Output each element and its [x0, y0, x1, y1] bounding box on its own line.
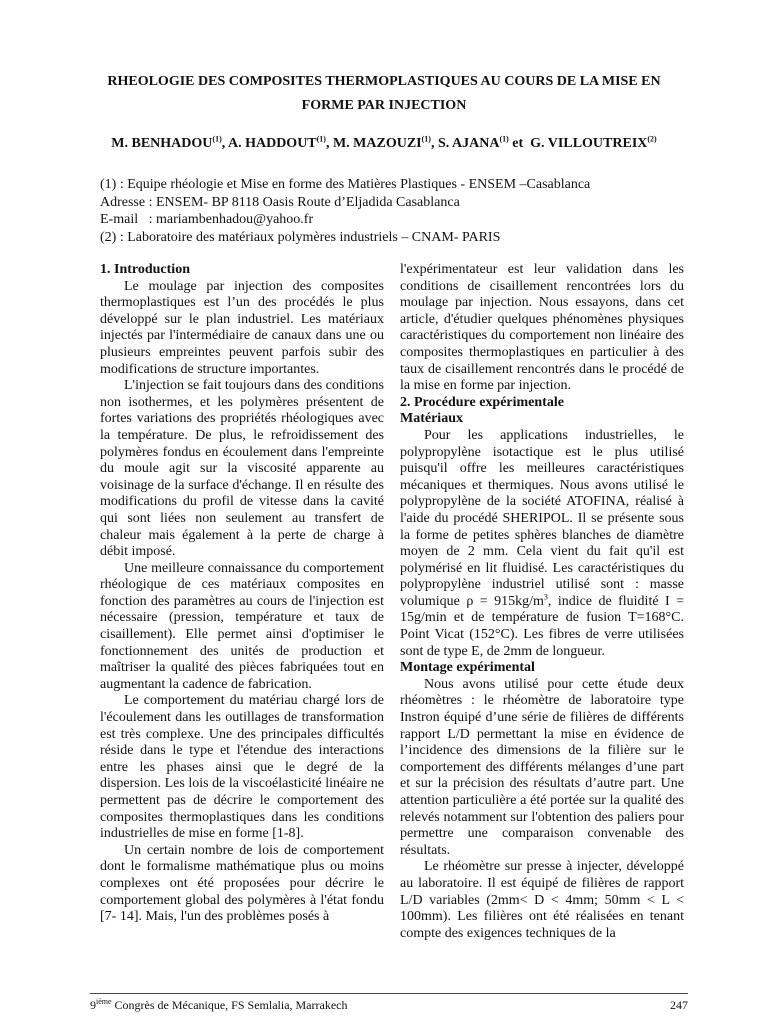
subheading-materiaux: Matériaux	[400, 411, 463, 427]
author-list	[60, 134, 708, 154]
affiliation-line: Adresse : ENSEM- BP 8118 Oasis Route d’Eljadida Casablanca	[100, 194, 460, 210]
paragraph: Une meilleure connaissance du comportement rhéologique de ces matériaux composites en fonction des paramètres au cours de l'injection est nécessaire (pression, température et taux de cisaillement). Elle permet ainsi d'optimiser le fonctionnement des unités de production et maîtriser la qualité des pièces fabriquées tout en augmentant la cadence de fabrication.	[100, 560, 384, 692]
paragraph-materiaux: Pour les applications industrielles, le polypropylène isotactique est le plus utilisé puisqu'il offre les meilleures caractéristiques mécaniques et thermiques. Nous avons utilisé le polypropylène de la société ATOFINA, réalisé à l'aide du procédé SHERIPOL. Il se présente sous la forme de petites sphères blanches de diamètre moyen de 2 mm. Cela vient du fait qu'il est polymérisé en lit fluidisé. Les caractéristiques du polypropylène industriel utilisé sont : masse volumique $\rho = 915kg/m^3$, indice de fluidité I = 15g/min et de température de fusion T=168°C. Point Vicat (152°C). Les fibres de verre utilisées sont de type E, de 2mm de longueur.	[400, 427, 684, 659]
author: A. HADDOUT$^{(1)}$,	[227, 134, 333, 151]
paragraph-continuation: l'expérimentateur est leur validation dans les conditions de cisaillement rencontrées lors du moulage par injection. Nous essayons, dans cet article, d'étudier quelques phénomènes physiques caractéristiques du comportement non linéaire des composites thermoplastiques en particulier à des taux de cisaillement rencontrés dans le procédé de la mise en forme par injection.	[400, 262, 684, 394]
paragraph: Le moulage par injection des composites thermoplastiques est l’un des procédés le plus développé sur le plan industriel. Les matériaux injectés par l'intermédiaire de canaux dans une ou plusieurs empreintes peuvent parfois subir des modifications de structure importantes.	[100, 278, 384, 377]
paragraph: Le comportement du matériau chargé lors de l'écoulement dans les outillages de transformation est très complexe. Une des principales difficultés réside dans le type et l'étendue des interactions entre les phases ainsi que le degré de la dispersion. Les lois de la viscoélasticité linéaire ne permettent pas de décrire le comportement des composites thermoplastiques dans les conditions industrielles de mise en forme [1-8].	[100, 693, 384, 842]
conference-name: 9ième Congrès de Mécanique, FS Semlalia, Marrakech	[90, 997, 348, 1012]
subheading-montage: Montage expérimental	[400, 660, 535, 676]
page-number: 247	[670, 998, 688, 1012]
paper-title: RHEOLOGIE DES COMPOSITES THERMOPLASTIQUES AU COURS DE LA MISE EN FORME PAR INJECTION	[107, 74, 661, 113]
affiliation-line: (2) : Laboratoire des matériaux polymères industriels – CNAM- PARIS	[100, 229, 501, 245]
section-heading-procedure: 2. Procédure expérimentale	[400, 394, 564, 410]
paragraph: L'injection se fait toujours dans des conditions non isothermes, et les polymères présentent de fortes variations des propriétés rhéologiques avec la température. De plus, le refroidissement des polymères fondus en écoulement dans l'empreinte du moule agit sur la viscosité apparente au voisinage de la surface d'échange. Il en résulte des modifications du profil de vitesse dans la cavité qui sont liées non seulement au transfert de chaleur mais également à la perte de charge à débit imposé.	[100, 378, 384, 560]
author: G. VILLOUTREIX$^{(2)}$	[530, 134, 657, 151]
author: M. MAZOUZI$^{(1)}$,	[332, 134, 438, 151]
affiliations	[100, 176, 700, 246]
section-heading-introduction: 1. Introduction	[100, 262, 190, 277]
footer-divider	[90, 993, 688, 994]
paragraph: Nous avons utilisé pour cette étude deux rhéomètres : le rhéomètre de laboratoire type Instron équipé d’une série de filières de différents rapport L/D permettant la mise en évidence de l’incidence des dimensions de la filière sur le comportement des différents mélanges d’une part et sur la précision des résultats d’autre part. Une attention particulière a été portée sur la qualité des relevés notamment sur l'obtention des paliers pour permettre une comparaison convenable des résultats.	[400, 676, 684, 858]
author: M. BENHADOU$^{(1)}$,	[111, 134, 228, 151]
paragraph: Un certain nombre de lois de comportement dont le formalisme mathématique plus ou moins complexes ont été proposées pour décrire le comportement global des polymères à l'état fondu [7- 14]. Mais, l'un des problèmes posés à	[100, 842, 384, 925]
right-column	[400, 262, 684, 942]
author: S. AJANA$^{(1)}$ et	[437, 134, 531, 151]
paragraph: Le rhéomètre sur presse à injecter, développé au laboratoire. Il est équipé de filières de rapport L/D variables (2mm< D < 4mm; 50mm < L < 100mm). Les filières ont été réalisées en tenant compte des exigences techniques de la	[400, 859, 684, 941]
email-line: E-mail : mariambenhadou@yahoo.fr	[100, 212, 314, 228]
left-column	[100, 262, 384, 926]
affiliation-line: (1) : Equipe rhéologie et Mise en forme des Matières Plastiques - ENSEM –Casablanca	[100, 177, 591, 192]
